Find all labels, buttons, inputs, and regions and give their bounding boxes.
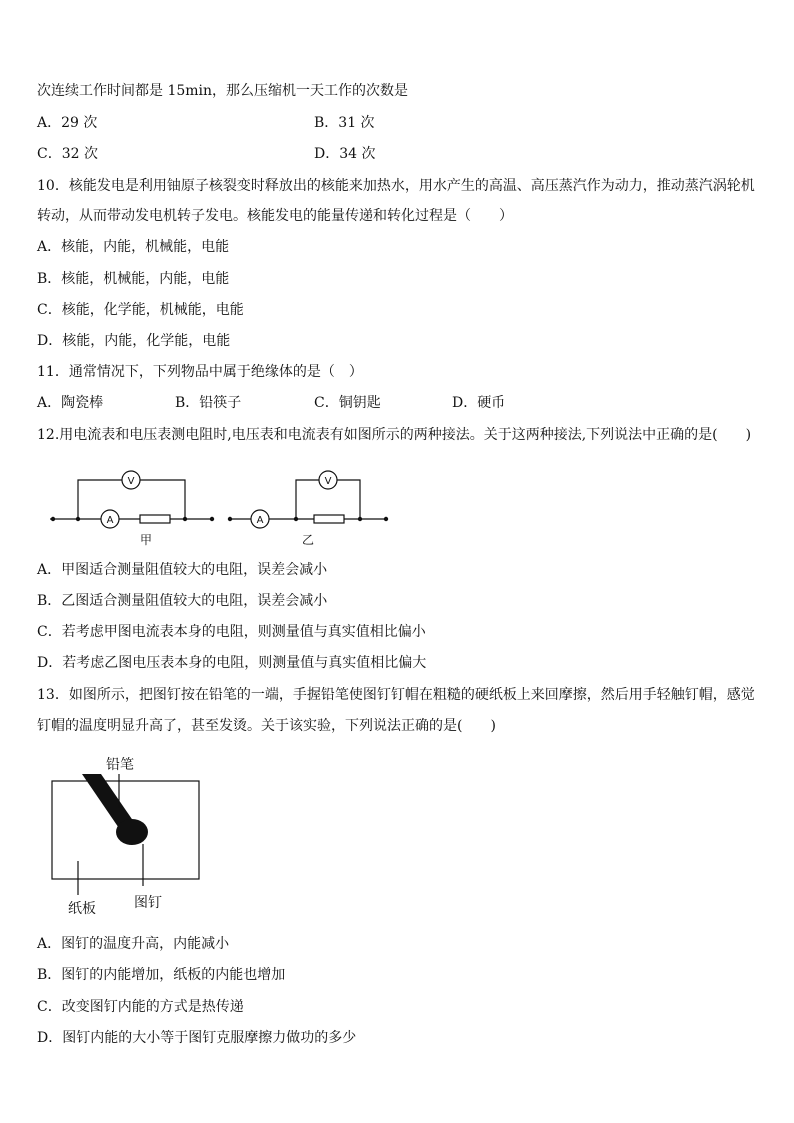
q12-stem: 12.用电流表和电压表测电阻时,电压表和电流表有如图所示的两种接法。关于这两种接法,下列说法中正确的是( ) — [37, 427, 752, 443]
q12-option-b: B．乙图适合测量阻值较大的电阻，误差会减小 — [37, 593, 328, 609]
circuit-right — [228, 471, 388, 547]
q10-stem-line2: 转动，从而带动发电机转子发电。核能发电的能量传递和转化过程是（ ） — [37, 208, 513, 224]
q9-option-a: A．29 次 — [37, 115, 98, 131]
q10-stem-line1: 10．核能发电是利用铀原子核裂变时释放出的核能来加热水，用水产生的高温、高压蒸汽作为动力，推动蒸汽涡轮机 — [37, 178, 755, 194]
q11-option-d: D．硬币 — [452, 395, 506, 411]
resistor-left-icon — [140, 515, 170, 523]
voltmeter-left-label: V — [127, 476, 135, 487]
caption-yi: 乙 — [301, 533, 315, 547]
q13-stem-line1: 13．如图所示，把图钉按在铅笔的一端，手握铅笔使图钉钉帽在粗糙的硬纸板上来回摩擦，然后用手轻触钉帽，感觉 — [37, 687, 755, 703]
q9-option-b: B．31 次 — [314, 115, 375, 131]
label-board: 纸板 — [68, 901, 96, 917]
ammeter-right-label: A — [256, 515, 264, 526]
q12-option-d: D．若考虑乙图电压表本身的电阻，则测量值与真实值相比偏大 — [37, 655, 427, 671]
q13-pencil-board-figure — [40, 750, 220, 920]
thumbtack-icon — [116, 819, 148, 845]
q9-option-c: C．32 次 — [37, 146, 98, 162]
q13-option-d: D．图钉内能的大小等于图钉克服摩擦力做功的多少 — [37, 1030, 357, 1046]
q11-option-b: B．铅筷子 — [175, 395, 242, 411]
q10-option-d: D．核能，内能，化学能，电能 — [37, 333, 231, 349]
q11-option-c: C．铜钥匙 — [314, 395, 381, 411]
caption-jia: 甲 — [139, 533, 153, 547]
q11-option-a: A．陶瓷棒 — [37, 395, 104, 411]
voltmeter-right-label: V — [324, 476, 332, 487]
q12-option-c: C．若考虑甲图电流表本身的电阻，则测量值与真实值相比偏小 — [37, 624, 426, 640]
q10-option-a: A．核能，内能，机械能，电能 — [37, 239, 230, 255]
q13-option-a: A．图钉的温度升高，内能减小 — [37, 936, 230, 952]
label-pin: 图钉 — [134, 895, 162, 911]
q13-option-b: B．图钉的内能增加，纸板的内能也增加 — [37, 967, 286, 983]
q9-option-d: D．34 次 — [314, 146, 376, 162]
q10-option-b: B．核能，机械能，内能，电能 — [37, 271, 230, 287]
q10-option-c: C．核能，化学能，机械能，电能 — [37, 302, 244, 318]
q13-stem-line2: 钉帽的温度明显升高了，甚至发烫。关于该实验，下列说法正确的是( ) — [37, 718, 496, 734]
q12-option-a: A．甲图适合测量阻值较大的电阻，误差会减小 — [37, 562, 328, 578]
q9-stem-tail: 次连续工作时间都是 15min，那么压缩机一天工作的次数是 — [37, 83, 409, 99]
q13-option-c: C．改变图钉内能的方式是热传递 — [37, 999, 244, 1015]
label-pencil: 铅笔 — [106, 757, 134, 773]
q12-circuit-figure — [40, 462, 400, 552]
q11-stem: 11．通常情况下，下列物品中属于绝缘体的是（ ） — [37, 364, 363, 380]
resistor-right-icon — [314, 515, 344, 523]
ammeter-left-label: A — [106, 515, 114, 526]
circuit-left — [50, 471, 214, 547]
